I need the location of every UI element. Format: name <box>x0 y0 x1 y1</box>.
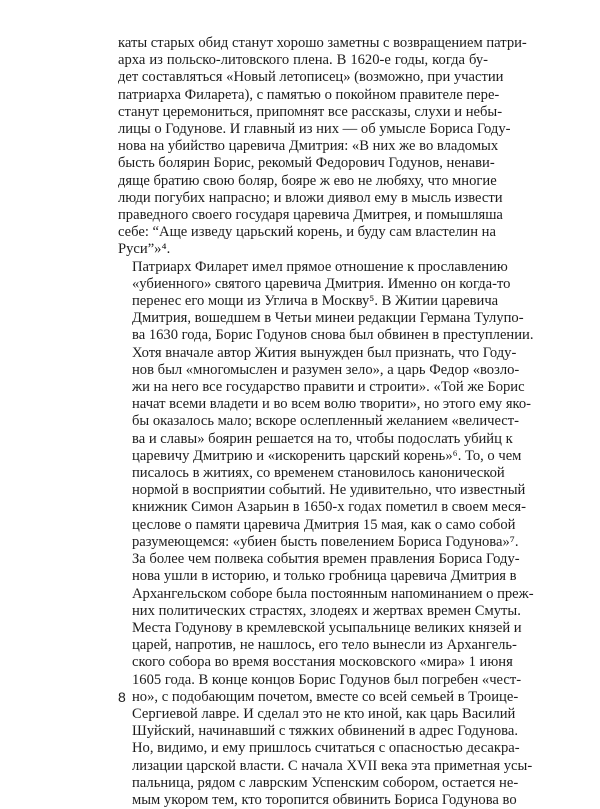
text-line: пальница, рядом с лаврским Успенским собором, остается не- <box>132 774 519 791</box>
text-line: мым укором тем, кто торопится обвинить Бориса Годунова во <box>132 791 517 808</box>
text-line: За более чем полвека события времен правления Бориса Году- <box>132 551 520 568</box>
text-line: перенес его мощи из Углича в Москву⁵. В Житии царевича <box>132 293 499 310</box>
text-line: бысть болярин Борис, рекомый Федорович Годунов, ненави- <box>118 155 495 172</box>
text-line: нов был «многомыслен и разумен зело», а царь Федор «возло- <box>132 361 520 378</box>
text-line: них политических страстях, злодеях и жертвах времен Смуты. <box>132 602 521 619</box>
text-line: нова ушли в историю, и только гробница царевича Дмитрия в <box>132 568 517 585</box>
paragraph-2 <box>118 258 534 809</box>
text-line: Патриарх Филарет имел прямое отношение к прославлению <box>132 258 508 275</box>
text-line: Шуйский, начинавший с тяжких обвинений в адрес Годунова. <box>132 723 518 740</box>
text-line: станут церемониться, припомнят все рассказы, слухи и небы- <box>118 103 503 120</box>
text-line: Хотя вначале автор Жития вынужден был признать, что Году- <box>132 344 517 361</box>
text-line: Места Годунову в кремлевской усыпальнице великих князей и <box>132 619 522 636</box>
text-line: себе: “Аще изведу царьский корень, и буду сам властелин на <box>118 224 496 241</box>
text-line: Но, видимо, и ему пришлось считаться с опасностью десакра- <box>132 740 520 757</box>
text-line: царевичу Дмитрию и «искоренить царский корень»⁶. То, о чем <box>132 447 522 464</box>
text-line: нова на убийство царевича Дмитрия: «В них же во владомых <box>118 138 499 155</box>
page-text <box>118 35 534 809</box>
text-line: лизации царской власти. С начала XVII века эта приметная усы- <box>132 757 533 774</box>
text-line: Руси”»⁴. <box>118 241 171 258</box>
text-line: праведного своего государя царевича Дмитрея, и помышляша <box>118 207 503 224</box>
text-line: арха из польско-литовского плена. В 1620-е годы, когда бу- <box>118 52 488 69</box>
text-line: но», с подобающим почетом, вместе со всей семьей в Троице- <box>132 688 519 705</box>
text-line: нормой в восприятии событий. Не удивительно, что известный <box>132 482 526 499</box>
text-line: дяще братию свою боляр, бояре ж ево не любяху, что многие <box>118 172 497 189</box>
text-line: «убиенного» святого царевича Дмитрия. Именно он когда-то <box>132 275 511 292</box>
text-line: ва и славы» боярин решается на то, чтобы подослать убийц к <box>132 430 513 447</box>
text-line: Сергиевой лавре. И сделал это не кто иной, как царь Василий <box>132 705 516 722</box>
text-line: Архангельском соборе была постоянным напоминанием о преж- <box>132 585 534 602</box>
text-line: начат всеми владети и во всем волю творити», но этого ему яко- <box>132 396 532 413</box>
text-line: царей, напротив, не нашлось, его тело вынесли из Архангель- <box>132 637 517 654</box>
text-line: ва 1630 года, Борис Годунов снова был обвинен в преступлении. <box>132 327 534 344</box>
text-line: цеслове о памяти царевича Дмитрия 15 мая, как о само собой <box>132 516 516 533</box>
text-line: 1605 года. В конце концов Борис Годунов был погребен «чест- <box>132 671 522 688</box>
text-line: жи на него все государство правити и строити». «Той же Борис <box>132 379 525 396</box>
page-number: 8 <box>118 689 126 705</box>
text-line: книжник Симон Азарьин в 1650-х годах пометил в своем меся- <box>132 499 526 516</box>
text-line: лицы о Годунове. И главный из них — об умысле Бориса Году- <box>118 121 511 138</box>
text-line: дет составляться «Новый летописец» (возможно, при участии <box>118 69 504 86</box>
text-line: бы оказалось мало; вскоре ослепленный желанием «величест- <box>132 413 520 430</box>
text-line: каты старых обид станут хорошо заметны с возвращением патри- <box>118 35 527 51</box>
text-line: патриарха Филарета), с памятью о покойном правителе пере- <box>118 86 500 103</box>
text-line: Дмитрия, вошедшем в Четьи минеи редакции Германа Тулупо- <box>132 310 524 327</box>
text-line: люди погубих напрасно; и вложи диявол ему в мысль извести <box>118 189 503 206</box>
text-line: разумеющемся: «убиен бысть повелением Бориса Годунова»⁷. <box>132 533 519 550</box>
text-line: ского собора во время восстания московского «мира» 1 июня <box>132 654 513 671</box>
text-line: писалось в житиях, со временем становилось канонической <box>132 465 505 482</box>
paragraph-1 <box>118 35 527 259</box>
